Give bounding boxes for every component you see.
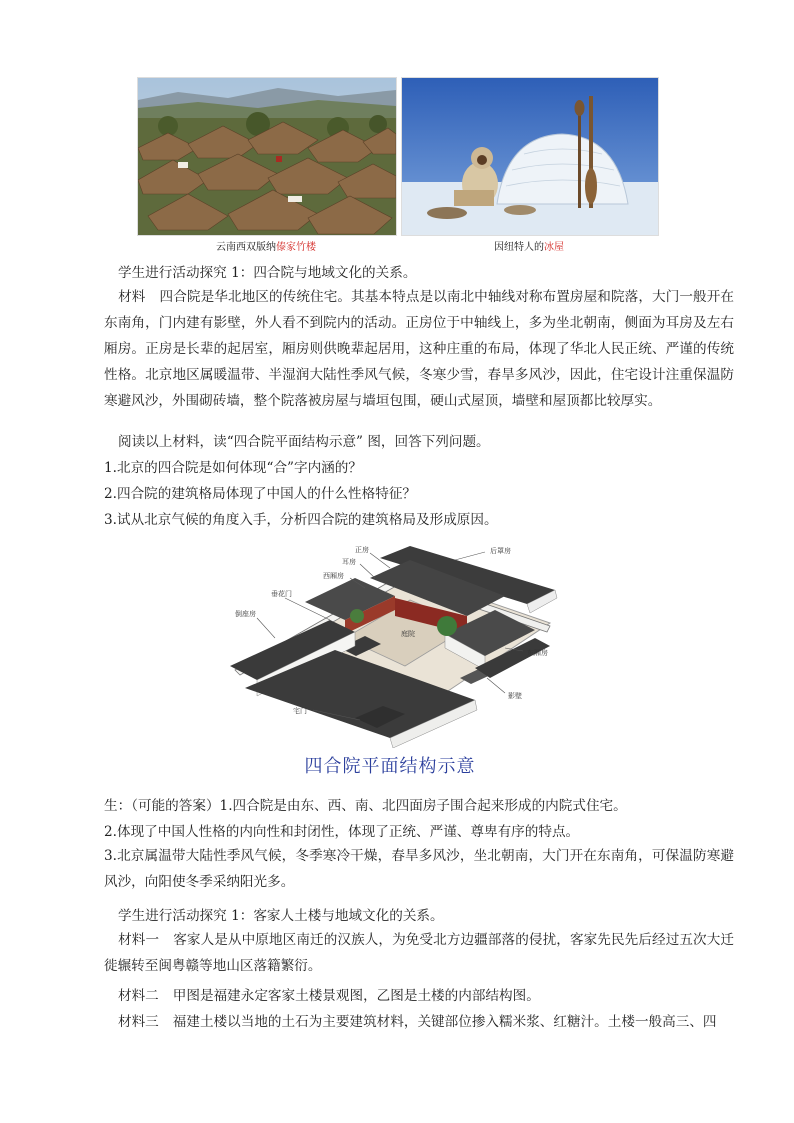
question-1: 1.北京的四合院是如何体现“合”字内涵的？ [104,460,362,476]
dai-bamboo-house-photo [137,77,397,236]
igloo-photo-caption [401,238,657,253]
answer-3: 3.北京属温带大陆性季风气候，冬季寒冷干燥，春旱多风沙，坐北朝南，大门开在东南角，可保温防寒避风沙，向阳使冬季采纳阳光多。 [104,848,734,890]
dai-village-illustration [138,78,396,235]
label-xixiangfang: 西厢房 [323,572,344,580]
caption-highlight: 傣家竹楼 [276,242,316,253]
siheyuan-diagram [205,538,575,748]
answer-1: 生：（可能的答案）1.四合院是由东、西、南、北四面房子围合起来形成的内院式住宅。 [104,798,627,814]
question-2: 2.四合院的建筑格局体现了中国人的什么性格特征？ [104,486,417,502]
material1-label: 材料一 [118,932,160,948]
label-houzhaofang: 后罩房 [490,547,511,555]
caption-text: 因纽特人的 [494,242,544,253]
material3-text: 福建土楼以当地的土石为主要建筑材料，关键部位掺入糯米浆、红糖汁。土楼一般高三、四 [172,1014,717,1030]
activity2-heading: 学生进行活动探究 1：客家人土楼与地域文化的关系。 [118,908,444,924]
label-dongxiangfang: 东厢房 [527,649,548,657]
diagram-title: 四合院平面结构示意 [304,756,476,777]
material-label: 材料 [118,289,146,305]
read-prompt: 阅读以上材料，读“四合院平面结构示意” 图，回答下列问题。 [118,434,490,450]
material2-label: 材料二 [118,988,159,1004]
material1-text: 客家人是从中原地区南迁的汉族人，为免受北方边疆部落的侵扰，客家先民先后经过五次大迁徙辗转至闽粤赣等地山区落籍繁衍。 [104,932,735,974]
label-tingyuan: 庭院 [401,630,415,638]
label-erfang: 耳房 [342,558,356,566]
activity1-material [104,284,734,414]
igloo-illustration [402,78,658,235]
label-zhengfang: 正房 [355,546,369,554]
material3-label: 材料三 [118,1014,159,1030]
activity2-material3 [118,1012,742,1032]
dai-photo-caption [137,238,395,253]
caption-highlight: 冰屋 [544,242,564,253]
activity1-heading: 学生进行活动探究 1：四合院与地域文化的关系。 [118,265,417,281]
material-text: 四合院是华北地区的传统住宅。其基本特点是以南北中轴线对称布置房屋和院落，大门一般开在东南角，门内建有影壁，外人看不到院内的活动。正房位于中轴线上，多为坐北朝南，侧面为耳房及左右厢房。正房是长辈的起居室，厢房则供晚辈起居用，这种庄重的布局，体现了华北人民正统、严谨的传统性格。北京地区属暖温带、半湿润大陆性季风气候，冬寒少雪，春旱多风沙，因此，住宅设计注重保温防寒避风沙，外围砌砖墙，整个院落被房屋与墙垣包围，硬山式屋顶，墙壁和屋顶都比较厚实。 [104,289,735,409]
label-daozuofang: 倒座房 [235,610,256,618]
activity2-material2 [118,986,742,1006]
activity2-material1 [104,927,734,979]
label-yingbi: 影壁 [508,692,522,700]
label-zhaimen: 宅门 [293,707,307,715]
siheyuan-illustration [205,538,575,748]
material2-text: 甲图是福建永定客家土楼景观图，乙图是土楼的内部结构图。 [172,988,540,1004]
label-chuihuamen: 垂花门 [271,590,292,598]
question-3: 3.试从北京气候的角度入手，分析四合院的建筑格局及形成原因。 [104,512,498,528]
caption-text: 云南西双版纳 [216,242,276,253]
igloo-photo [401,77,659,236]
answer-2: 2.体现了中国人性格的内向性和封闭性，体现了正统、严谨、尊卑有序的特点。 [104,824,580,840]
